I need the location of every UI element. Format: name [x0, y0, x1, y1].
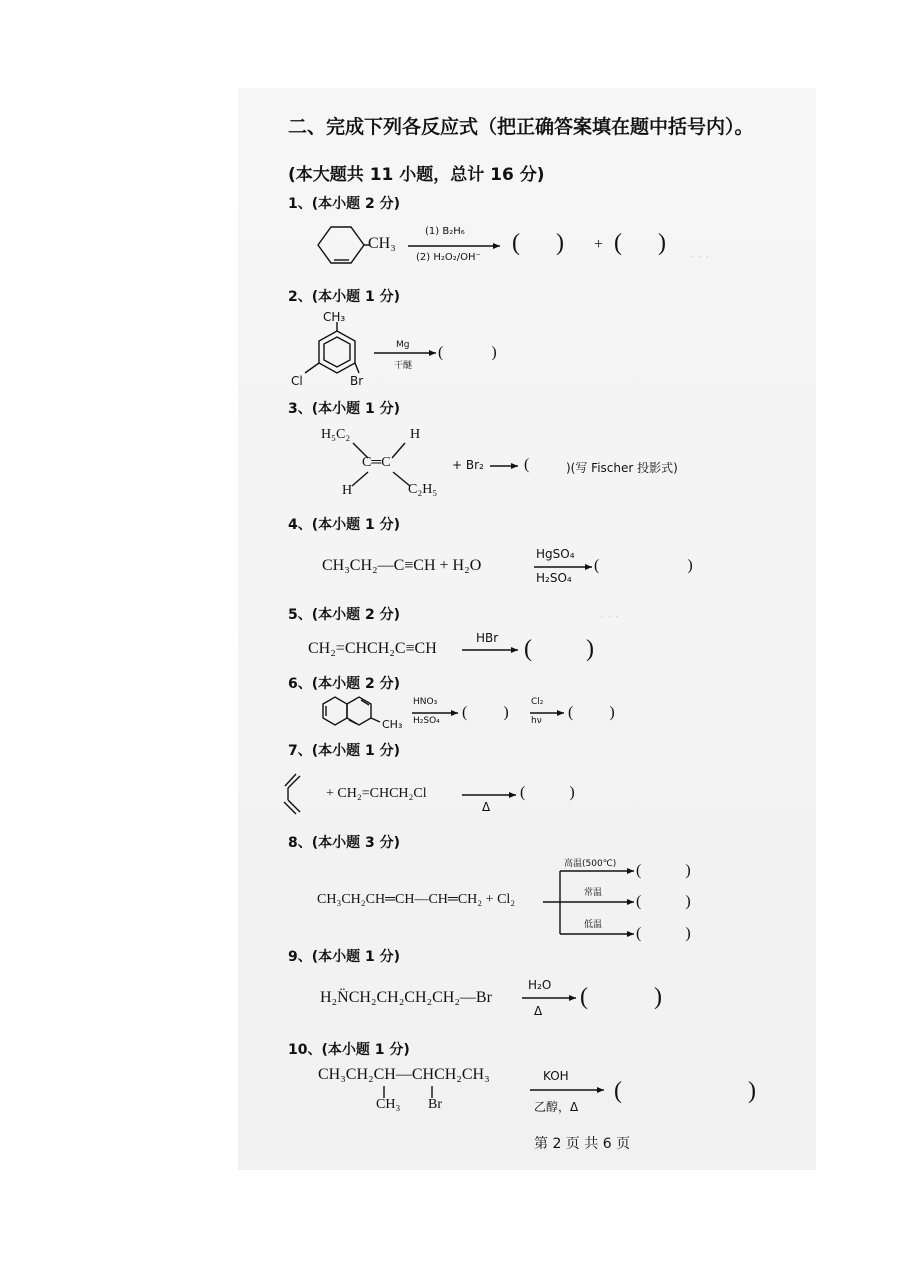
q3-reagent: + Br₂ — [452, 458, 484, 472]
q6-reagent2-top: Cl₂ — [531, 697, 544, 707]
q3-answer-blank[interactable]: ( — [524, 456, 558, 473]
q8-answer-blank-1[interactable]: ( ) — [636, 862, 691, 879]
q6-intermediate-blank[interactable]: ( ) — [462, 704, 509, 721]
question-9-label: 9、(本小题 1 分) — [288, 949, 401, 965]
q9-reagent-bottom: Δ — [534, 1004, 543, 1018]
page-footer: 第 2 页 共 6 页 — [534, 1136, 631, 1152]
q2-chloro: Cl — [291, 374, 303, 388]
q10-branch-bromo: Br — [428, 1097, 442, 1112]
q2-answer-blank[interactable]: ( ) — [438, 344, 497, 361]
q3-fischer-note: )(写 Fischer 投影式) — [566, 461, 678, 475]
question-8-label: 8、(本小题 3 分) — [288, 835, 401, 851]
q6-reagent2-bottom: hν — [531, 716, 542, 726]
q6-reagent1-bottom: H₂SO₄ — [413, 716, 440, 726]
question-1-label: 1、(本小题 2 分) — [288, 196, 401, 212]
q1-plus: + — [594, 236, 604, 253]
q4-reagent-top: HgSO₄ — [536, 547, 575, 561]
q3-group-br: C₂H₅ — [408, 482, 438, 497]
q1-cyclohexene-ring — [318, 227, 364, 263]
q9-answer-blank[interactable]: ( ) — [580, 984, 662, 1010]
q5-reagent-top: HBr — [476, 631, 499, 645]
q7-reactant: + CH₂=CHCH₂Cl — [326, 786, 427, 801]
bleed-through-text: · · · — [690, 250, 710, 264]
q8-reactant: CH₃CH₂CH═CH—CH═CH₂ + Cl₂ — [317, 892, 516, 907]
q3-center: C═C — [362, 455, 391, 470]
q6-reagent1-top: HNO₃ — [413, 697, 438, 707]
q4-answer-blank[interactable]: ( ) — [594, 557, 693, 574]
q4-reactant: CH₃CH₂—C≡CH + H₂O — [322, 557, 482, 574]
q10-answer-blank[interactable]: ( ) — [614, 1078, 756, 1104]
q10-reagent-top: KOH — [543, 1069, 569, 1083]
q8-answer-blank-3[interactable]: ( ) — [636, 925, 691, 942]
q5-answer-blank[interactable]: ( ) — [524, 636, 594, 662]
q3-group-tl: H₅C₂ — [321, 427, 351, 442]
q10-reactant: CH₃CH₂CH—CHCH₂CH₃ — [318, 1066, 490, 1083]
q8-condition-high-temp: 高温(500℃) — [564, 859, 617, 869]
question-2-label: 2、(本小题 1 分) — [288, 289, 401, 305]
question-6-label: 6、(本小题 2 分) — [288, 676, 401, 692]
q6-product-blank[interactable]: ( ) — [568, 704, 615, 721]
q3-group-tr: H — [410, 427, 421, 442]
question-7-label: 7、(本小题 1 分) — [288, 743, 401, 759]
question-3-label: 3、(本小题 1 分) — [288, 401, 401, 417]
q2-reagent-top: Mg — [396, 340, 410, 350]
q7-reagent-bottom: Δ — [482, 800, 491, 814]
q1-answer-blank-2[interactable]: ( ) — [614, 230, 666, 256]
q9-reactant: H₂N̈CH₂CH₂CH₂CH₂—Br — [320, 989, 492, 1006]
q7-diene — [288, 776, 300, 788]
q8-condition-low-temp: 低温 — [584, 920, 603, 930]
section-note: (本大题共 11 小题，总计 16 分) — [288, 165, 545, 185]
q10-branch-methyl: CH₃ — [376, 1097, 401, 1112]
bleed-through-text: · · · — [600, 610, 620, 624]
question-5-label: 5、(本小题 2 分) — [288, 607, 401, 623]
q10-reagent-bottom: 乙醇，Δ — [534, 1100, 579, 1114]
q9-reagent-top: H₂O — [528, 978, 552, 992]
q4-reagent-bottom: H₂SO₄ — [536, 571, 572, 585]
q6-substituent: CH₃ — [382, 718, 403, 731]
q1-reagent-bottom: (2) H₂O₂/OH⁻ — [416, 252, 481, 263]
q1-answer-blank-1[interactable]: ( ) — [512, 230, 564, 256]
question-10-label: 10、(本小题 1 分) — [288, 1042, 410, 1058]
section-title: 二、完成下列各反应式（把正确答案填在题中括号内）。 — [288, 116, 754, 138]
q2-methyl: CH₃ — [323, 310, 346, 324]
question-4-label: 4、(本小题 1 分) — [288, 517, 401, 533]
q8-condition-room-temp: 常温 — [584, 888, 603, 898]
q5-reactant: CH₂=CHCH₂C≡CH — [308, 640, 437, 657]
q3-group-bl: H — [342, 483, 353, 498]
q1-reagent-top: (1) B₂H₆ — [425, 226, 465, 237]
q7-answer-blank[interactable]: ( ) — [520, 784, 575, 801]
q2-reagent-bottom: 干醚 — [394, 361, 413, 371]
q1-substituent: CH₃ — [368, 235, 396, 252]
q8-answer-blank-2[interactable]: ( ) — [636, 893, 691, 910]
q2-bromo: Br — [350, 374, 364, 388]
